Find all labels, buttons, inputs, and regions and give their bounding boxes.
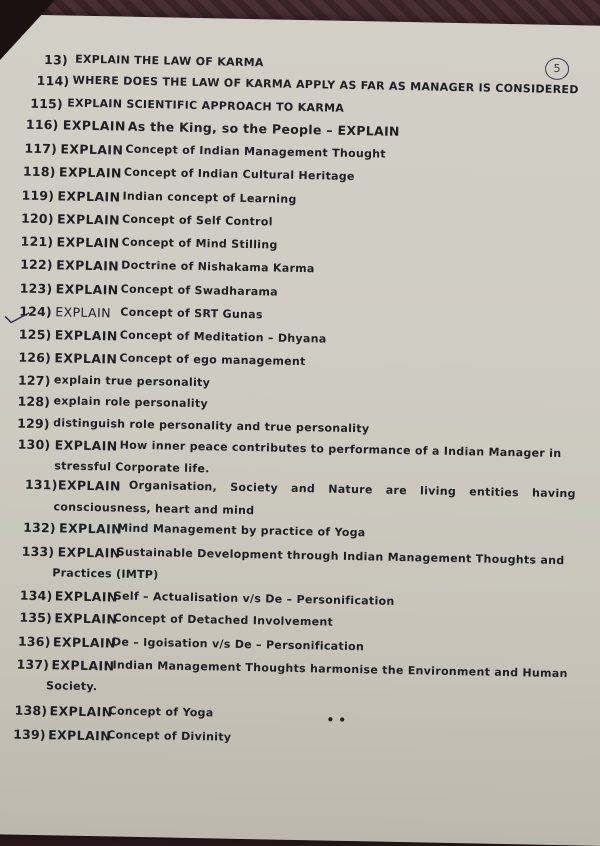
question-label: EXPLAIN	[57, 188, 121, 205]
question-number: 136)	[17, 633, 51, 650]
document-page	[0, 14, 600, 846]
question-number: 124)	[19, 303, 53, 320]
question-number: 128)	[17, 393, 51, 410]
question-label: EXPLAIN	[58, 164, 123, 181]
question-number: 120)	[20, 210, 54, 227]
question-label: EXPLAIN	[60, 141, 124, 158]
question-text-continued: stressful Corporate life.	[54, 459, 210, 476]
question-label: EXPLAIN	[62, 117, 126, 134]
question-number: 115)	[30, 95, 64, 112]
question-text: explain role personality	[53, 394, 209, 411]
question-label: EXPLAIN	[54, 327, 118, 344]
question-text: Concept of Divinity	[107, 728, 232, 744]
question-label: EXPLAIN	[55, 281, 119, 298]
question-label: EXPLAIN	[57, 477, 121, 494]
question-label: EXPLAIN	[56, 234, 120, 251]
question-text: Concept of Self Control	[121, 212, 273, 229]
question-label: EXPLAIN	[54, 588, 118, 605]
question-text: Concept of Swadharama	[120, 282, 279, 299]
question-number: 137)	[16, 656, 50, 673]
question-text: distinguish role personality and true personality	[53, 416, 370, 436]
question-number: 139)	[13, 726, 46, 743]
question-number: 121)	[20, 233, 54, 250]
question-number: 123)	[19, 280, 53, 297]
question-number: 134)	[19, 587, 53, 604]
question-label: EXPLAIN	[55, 304, 112, 321]
question-number: 125)	[18, 326, 52, 343]
question-text: explain true personality	[53, 373, 211, 390]
question-text: Doctrine of Nishakama Karma	[121, 258, 315, 276]
question-text: Indian concept of Learning	[122, 189, 297, 206]
question-label: EXPLAIN	[49, 703, 113, 720]
question-number: 122)	[20, 256, 53, 273]
question-text: Concept of Indian Management Thought	[125, 142, 387, 161]
question-text: Concept of ego management	[119, 351, 306, 369]
question-number: 13)	[43, 52, 68, 68]
question-text: EXPLAIN SCIENTIFIC APPROACH TO KARMA	[67, 96, 345, 115]
question-label: EXPLAIN	[48, 727, 112, 744]
question-label: EXPLAIN	[59, 520, 123, 537]
question-number: 127)	[17, 372, 51, 389]
question-text: Concept of Mind Stilling	[121, 235, 278, 252]
question-label: EXPLAIN	[54, 610, 118, 627]
page-number: 5	[545, 58, 569, 80]
question-number: 116)	[25, 116, 59, 133]
question-number: 129)	[17, 415, 50, 432]
question-text: Mind Management by practice of Yoga	[117, 521, 366, 540]
folded-corner-shadow	[0, 0, 55, 60]
question-text: Self – Actualisation v/s De – Personification	[113, 589, 395, 608]
question-label: EXPLAIN	[56, 257, 120, 274]
question-text: How inner peace contributes to performance of a Indian Manager in	[119, 438, 562, 461]
question-number: 119)	[21, 187, 55, 204]
question-text-continued: Practices (IMTP)	[52, 566, 159, 582]
question-label: EXPLAIN	[52, 634, 116, 651]
question-text: Concept of Meditation – Dhyana	[119, 328, 327, 346]
question-number: 138)	[14, 702, 48, 719]
question-text: Concept of SRT Gunas	[120, 305, 263, 322]
question-number: 126)	[18, 349, 52, 366]
question-label: EXPLAIN	[56, 211, 121, 228]
question-text: Concept of Yoga	[108, 704, 214, 720]
question-number: 130)	[17, 436, 51, 453]
question-label: EXPLAIN	[54, 437, 118, 454]
question-text: Concept of Detached Involvement	[113, 611, 334, 629]
question-text: De – Igoisation v/s De – Personification	[111, 635, 365, 654]
ink-dots: • •	[326, 712, 347, 727]
pen-tick-icon	[4, 310, 30, 324]
question-text: Indian Management Thoughts harmonise the Environment and Human	[112, 658, 568, 681]
question-number: 135)	[19, 609, 53, 626]
question-label: EXPLAIN	[57, 544, 121, 561]
question-text-continued: Society.	[45, 679, 98, 694]
question-text: Concept of Indian Cultural Heritage	[123, 165, 355, 184]
question-number: 117)	[24, 140, 58, 157]
question-label: EXPLAIN	[51, 657, 115, 674]
question-number: 132)	[23, 519, 56, 536]
question-number: 118)	[22, 163, 56, 180]
question-number: 131)	[24, 476, 58, 493]
question-text: Organisation, Society and Nature are living entities having	[128, 478, 576, 501]
question-number: 133)	[21, 543, 55, 560]
question-label: EXPLAIN	[54, 350, 118, 367]
question-text: WHERE DOES THE LAW OF KARMA APPLY AS FAR AS MANAGER IS CONSIDERED	[72, 73, 579, 97]
question-text-continued: consciousness, heart and mind	[53, 500, 255, 518]
question-text: EXPLAIN THE LAW OF KARMA	[75, 52, 264, 70]
question-text: Sustainable Development through Indian Management Thoughts and	[116, 545, 565, 568]
question-number: 114)	[36, 72, 70, 89]
question-text: As the King, so the People – EXPLAIN	[127, 118, 400, 139]
